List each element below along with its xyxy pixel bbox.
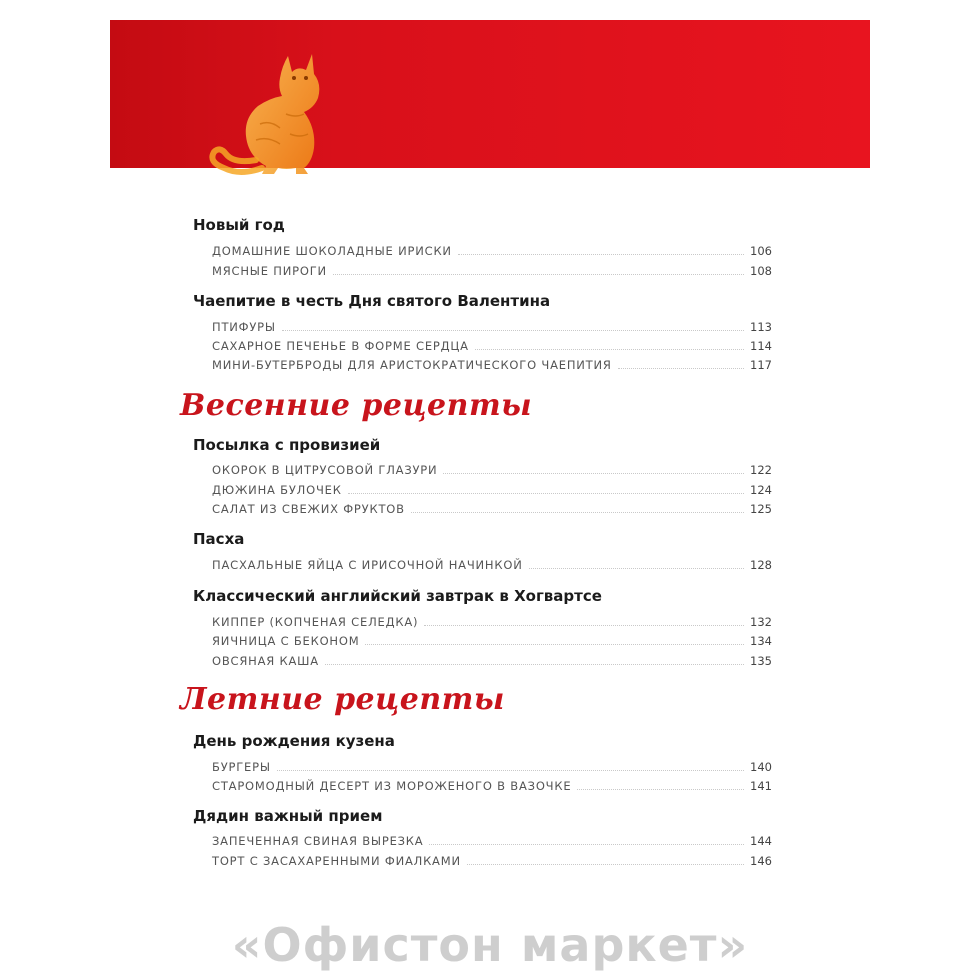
group-title: Пасха — [193, 530, 245, 548]
group-title: Дядин важный прием — [193, 807, 383, 825]
group-title: Чаепитие в честь Дня святого Валентина — [193, 292, 551, 310]
dot-leader — [529, 567, 744, 569]
section-title: Весенние рецепты — [180, 388, 533, 423]
entry-label: МЯСНЫЕ ПИРОГИ — [212, 264, 327, 278]
dot-leader — [475, 348, 744, 350]
entry-page: 135 — [750, 654, 772, 668]
toc-entry[interactable] — [212, 260, 772, 278]
entry-label: ПАСХАЛЬНЫЕ ЯЙЦА С ИРИСОЧНОЙ НАЧИНКОЙ — [212, 558, 523, 572]
toc-entry[interactable] — [212, 611, 772, 629]
entry-label: ЯИЧНИЦА С БЕКОНОМ — [212, 634, 360, 648]
dot-leader — [348, 492, 744, 494]
entry-page: 134 — [750, 634, 772, 648]
dot-leader — [365, 643, 744, 645]
toc-entry[interactable] — [212, 479, 772, 497]
toc-entry[interactable] — [212, 498, 772, 516]
entry-label: ОКОРОК В ЦИТРУСОВОЙ ГЛАЗУРИ — [212, 463, 438, 477]
toc-entry[interactable] — [212, 850, 772, 868]
toc-entry[interactable] — [212, 316, 772, 334]
entry-label: ДОМАШНИЕ ШОКОЛАДНЫЕ ИРИСКИ — [212, 244, 452, 258]
toc-entry[interactable] — [212, 775, 772, 793]
entry-label: САЛАТ ИЗ СВЕЖИХ ФРУКТОВ — [212, 502, 405, 516]
dot-leader — [282, 329, 744, 331]
dot-leader — [277, 769, 744, 771]
watermark: «Офистон маркет» — [231, 918, 749, 972]
entry-label: КИППЕР (КОПЧЕНАЯ СЕЛЕДКА) — [212, 615, 419, 629]
group-title: День рождения кузена — [193, 732, 395, 750]
entry-page: 114 — [750, 339, 772, 353]
toc-entry[interactable] — [212, 335, 772, 353]
entry-page: 124 — [750, 483, 772, 497]
dot-leader — [458, 253, 744, 255]
cat-illustration — [200, 44, 340, 194]
dot-leader — [333, 273, 744, 275]
toc-entry[interactable] — [212, 240, 772, 258]
toc-entry[interactable] — [212, 830, 772, 848]
entry-page: 141 — [750, 779, 772, 793]
entry-page: 140 — [750, 760, 772, 774]
entry-page: 146 — [750, 854, 772, 868]
dot-leader — [467, 863, 744, 865]
toc-entry[interactable] — [212, 630, 772, 648]
entry-page: 106 — [750, 244, 772, 258]
dot-leader — [411, 511, 744, 513]
group-title: Посылка с провизией — [193, 436, 381, 454]
entry-label: САХАРНОЕ ПЕЧЕНЬЕ В ФОРМЕ СЕРДЦА — [212, 339, 469, 353]
entry-page: 122 — [750, 463, 772, 477]
toc-entry[interactable] — [212, 459, 772, 477]
dot-leader — [577, 788, 744, 790]
entry-page: 117 — [750, 358, 772, 372]
toc-entry[interactable] — [212, 354, 772, 372]
group-title: Новый год — [193, 216, 285, 234]
dot-leader — [443, 472, 744, 474]
entry-label: ПТИФУРЫ — [212, 320, 276, 334]
toc-entry[interactable] — [212, 650, 772, 668]
entry-label: СТАРОМОДНЫЙ ДЕСЕРТ ИЗ МОРОЖЕНОГО В ВАЗОЧКЕ — [212, 779, 572, 793]
entry-label: БУРГЕРЫ — [212, 760, 271, 774]
group-title: Классический английский завтрак в Хогвартсе — [193, 587, 602, 605]
entry-page: 113 — [750, 320, 772, 334]
entry-page: 125 — [750, 502, 772, 516]
entry-page: 108 — [750, 264, 772, 278]
section-title: Летние рецепты — [180, 682, 505, 717]
toc-entry[interactable] — [212, 756, 772, 774]
dot-leader — [325, 663, 744, 665]
toc-entry[interactable] — [212, 554, 772, 572]
entry-page: 128 — [750, 558, 772, 572]
dot-leader — [618, 367, 744, 369]
entry-page: 132 — [750, 615, 772, 629]
dot-leader — [424, 624, 744, 626]
entry-label: ЗАПЕЧЕННАЯ СВИНАЯ ВЫРЕЗКА — [212, 834, 424, 848]
entry-page: 144 — [750, 834, 772, 848]
entry-label: МИНИ-БУТЕРБРОДЫ ДЛЯ АРИСТОКРАТИЧЕСКОГО ЧАЕПИТИЯ — [212, 358, 612, 372]
entry-label: ТОРТ С ЗАСАХАРЕННЫМИ ФИАЛКАМИ — [212, 854, 461, 868]
entry-label: ДЮЖИНА БУЛОЧЕК — [212, 483, 342, 497]
entry-label: ОВСЯНАЯ КАША — [212, 654, 319, 668]
dot-leader — [429, 843, 744, 845]
